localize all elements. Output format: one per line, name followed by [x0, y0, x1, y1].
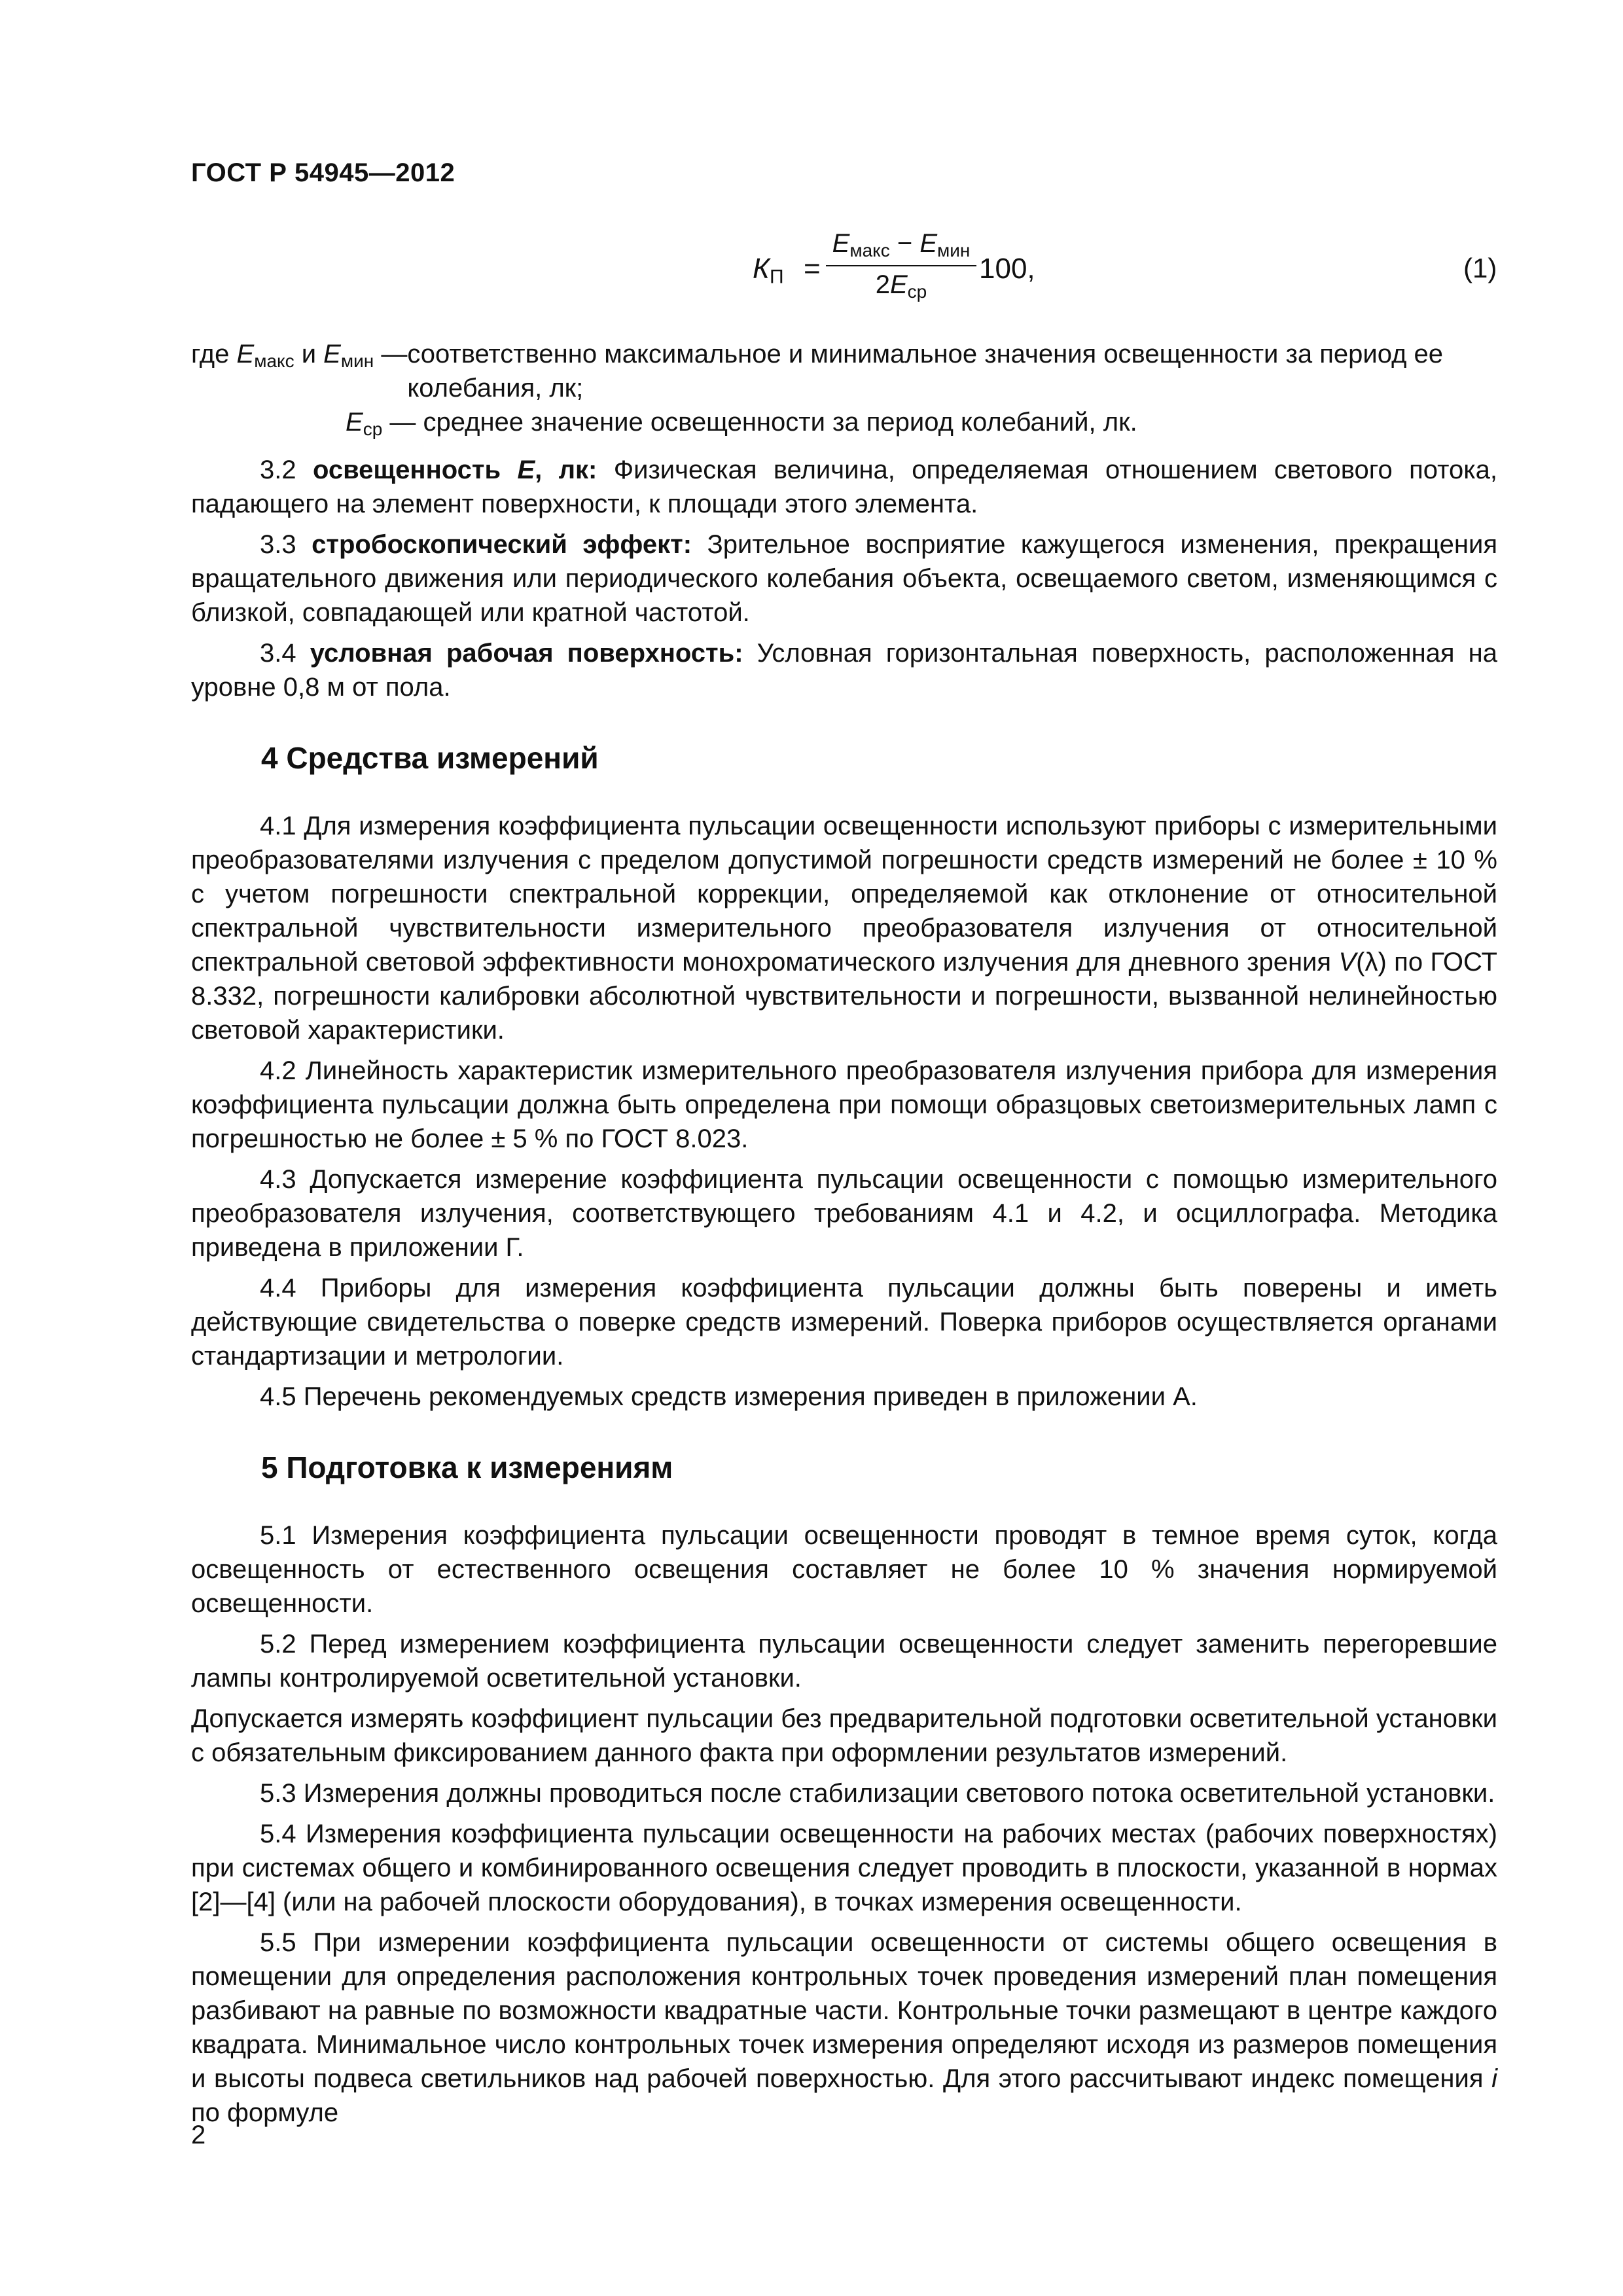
num-e-min-sub: мин	[937, 240, 971, 260]
definition-emax-emin	[191, 337, 1497, 405]
formula-equals: =	[804, 253, 821, 285]
term-symbol: E	[517, 456, 535, 484]
page-number: 2	[191, 2121, 206, 2149]
formula-denominator	[826, 266, 976, 302]
document-body	[191, 337, 1497, 2136]
clause-term	[313, 456, 597, 484]
clause-number: 3.4	[260, 639, 310, 668]
and-word: и	[294, 340, 324, 368]
clause-term: условная рабочая поверхность:	[310, 639, 743, 668]
clause-4-1	[191, 809, 1497, 1047]
clause-4-2: 4.2 Линейность характеристик измерительного преобразователя излучения прибора для измерения коэффициента пульсации должна быть определена при помощи образцовых светоизмерительных ламп с погрешностью не более ± 5 % по ГОСТ 8.023.	[191, 1056, 1497, 1153]
formula-lhs-symbol: К	[753, 253, 770, 285]
section-5-heading: 5 Подготовка к измерениям	[261, 1450, 673, 1484]
den-e: E	[889, 270, 908, 299]
clause-text-cont: (λ) по ГОСТ 8.332, погрешности калибровки абсолютной чувствительности и погрешности, вызванной нелинейностью световой характеристики.	[191, 948, 1497, 1045]
section-4-heading: 4 Средства измерений	[261, 741, 599, 775]
clause-5-3: 5.3 Измерения должны проводиться после стабилизации светового потока осветительной установки.	[260, 1779, 1495, 1808]
formula-tail: 100,	[979, 253, 1035, 285]
clause-text: 4.1 Для измерения коэффициента пульсации освещенности используют приборы с измерительными преобразователями излучения с пределом допустимой погрешности средств измерений не более ± 10 % с учетом погрешности спектральной коррекции, определяемой как отклонение от относительной спектральной чувствительности измерительного преобразователя излучения от относительной спектральной световой эффективности монохроматического излучения для дневного зрения	[191, 812, 1497, 977]
clause-3-2	[191, 453, 1497, 521]
def-e-min-sub: мин	[340, 351, 374, 371]
formula-definitions	[191, 337, 1497, 446]
clause-5-1: 5.1 Измерения коэффициента пульсации освещенности проводят в темное время суток, когда освещенность от естественного освещения составляет не более 10 % значения нормируемой освещенности.	[191, 1521, 1497, 1618]
def-e-min: E	[323, 340, 341, 368]
formula-numerator	[826, 229, 976, 266]
definition-eavg	[191, 405, 1497, 446]
clause-text: Физическая величина, определяемая отношением светового потока, падающего на элемент поверхности, к площади этого элемента.	[191, 456, 1497, 518]
where-word: где	[191, 340, 237, 368]
clause-text: Зрительное восприятие кажущегося изменения, прекращения вращательного движения или периодического колебания объекта, освещаемого светом, изменяющимся с близкой, совпадающей или кратной частотой.	[191, 530, 1498, 627]
clause-4-3: 4.3 Допускается измерение коэффициента пульсации освещенности с помощью измерительного преобразователя излучения, соответствующего требованиям 4.1 и 4.2, и осциллографа. Методика приведена в приложении Г.	[191, 1165, 1497, 1262]
num-e-max-sub: макс	[849, 240, 890, 260]
def-e-avg: E	[346, 408, 363, 437]
num-e-max: E	[832, 229, 850, 258]
clause-term: стробоскопический эффект:	[312, 530, 692, 559]
num-e-min: E	[919, 229, 937, 258]
def-e-max: E	[236, 340, 255, 368]
num-minus: −	[889, 229, 920, 258]
clause-5-2: 5.2 Перед измерением коэффициента пульсации освещенности следует заменить перегоревшие лампы контролируемой осветительной установки.	[191, 1630, 1497, 1693]
index-symbol: i	[1491, 2064, 1497, 2093]
def-dash: —	[374, 340, 408, 368]
term-unit: , лк:	[535, 456, 597, 484]
clause-number: 3.3	[260, 530, 312, 559]
clause-5-2-note: Допускается измерять коэффициент пульсации без предварительной подготовки осветительной установки с обязательным фиксированием данного факта при оформлении результатов измерений.	[191, 1704, 1497, 1767]
clause-text: Условная горизонтальная поверхность, расположенная на уровне 0,8 м от пола.	[191, 639, 1497, 702]
clause-text: 5.5 При измерении коэффициента пульсации освещенности от системы общего освещения в помещении для определения расположения контрольных точек проведения измерений план помещения разбивают на равные по возможности квадратные части. Контрольные точки размещают в центре каждого квадрата. Минимальное число контрольных точек измерения определяют исходя из размеров помещения и высоты подвеса светильников над рабочей поверхностью. Для этого рассчитывают индекс помещения	[191, 1928, 1497, 2093]
formula-1	[0, 229, 1623, 327]
document-header: ГОСТ Р 54945—2012	[191, 158, 455, 187]
clause-3-3	[191, 528, 1497, 630]
formula-lhs	[753, 253, 784, 289]
definition-emax-emin-text: соответственно максимальное и минимальное значения освещенности за период ее колебания, лк;	[407, 340, 1444, 403]
term-text: освещенность	[312, 456, 518, 484]
v-lambda-symbol: V	[1338, 948, 1357, 977]
definition-lead	[191, 337, 407, 405]
den-coef: 2	[875, 270, 890, 299]
clause-5-4: 5.4 Измерения коэффициента пульсации освещенности на рабочих местах (рабочих поверхностях) при системах общего и комбинированного освещения следует проводить в плоскости, указанной в нормах [2]—[4] (или на рабочей плоскости оборудования), в точках измерения освещенности.	[191, 1820, 1497, 1916]
def-e-max-sub: макс	[254, 351, 294, 371]
clause-5-5	[191, 1926, 1497, 2130]
formula-lhs-sub: П	[769, 266, 784, 288]
den-e-sub: ср	[907, 281, 927, 302]
formula-fraction	[826, 229, 976, 302]
clause-text-cont: по формуле	[191, 2098, 339, 2127]
clause-4-4: 4.4 Приборы для измерения коэффициента пульсации должны быть поверены и иметь действующие свидетельства о поверке средств измерений. Поверка приборов осуществляется органами стандартизации и метрологии.	[191, 1274, 1497, 1371]
definition-eavg-text: — среднее значение освещенности за период колебаний, лк.	[382, 408, 1137, 437]
def-e-avg-sub: ср	[363, 419, 383, 439]
clause-3-4	[191, 636, 1497, 704]
clause-number: 3.2	[260, 456, 313, 484]
formula-number: (1)	[1463, 253, 1497, 283]
clause-4-5: 4.5 Перечень рекомендуемых средств измерения приведен в приложении А.	[260, 1382, 1198, 1411]
